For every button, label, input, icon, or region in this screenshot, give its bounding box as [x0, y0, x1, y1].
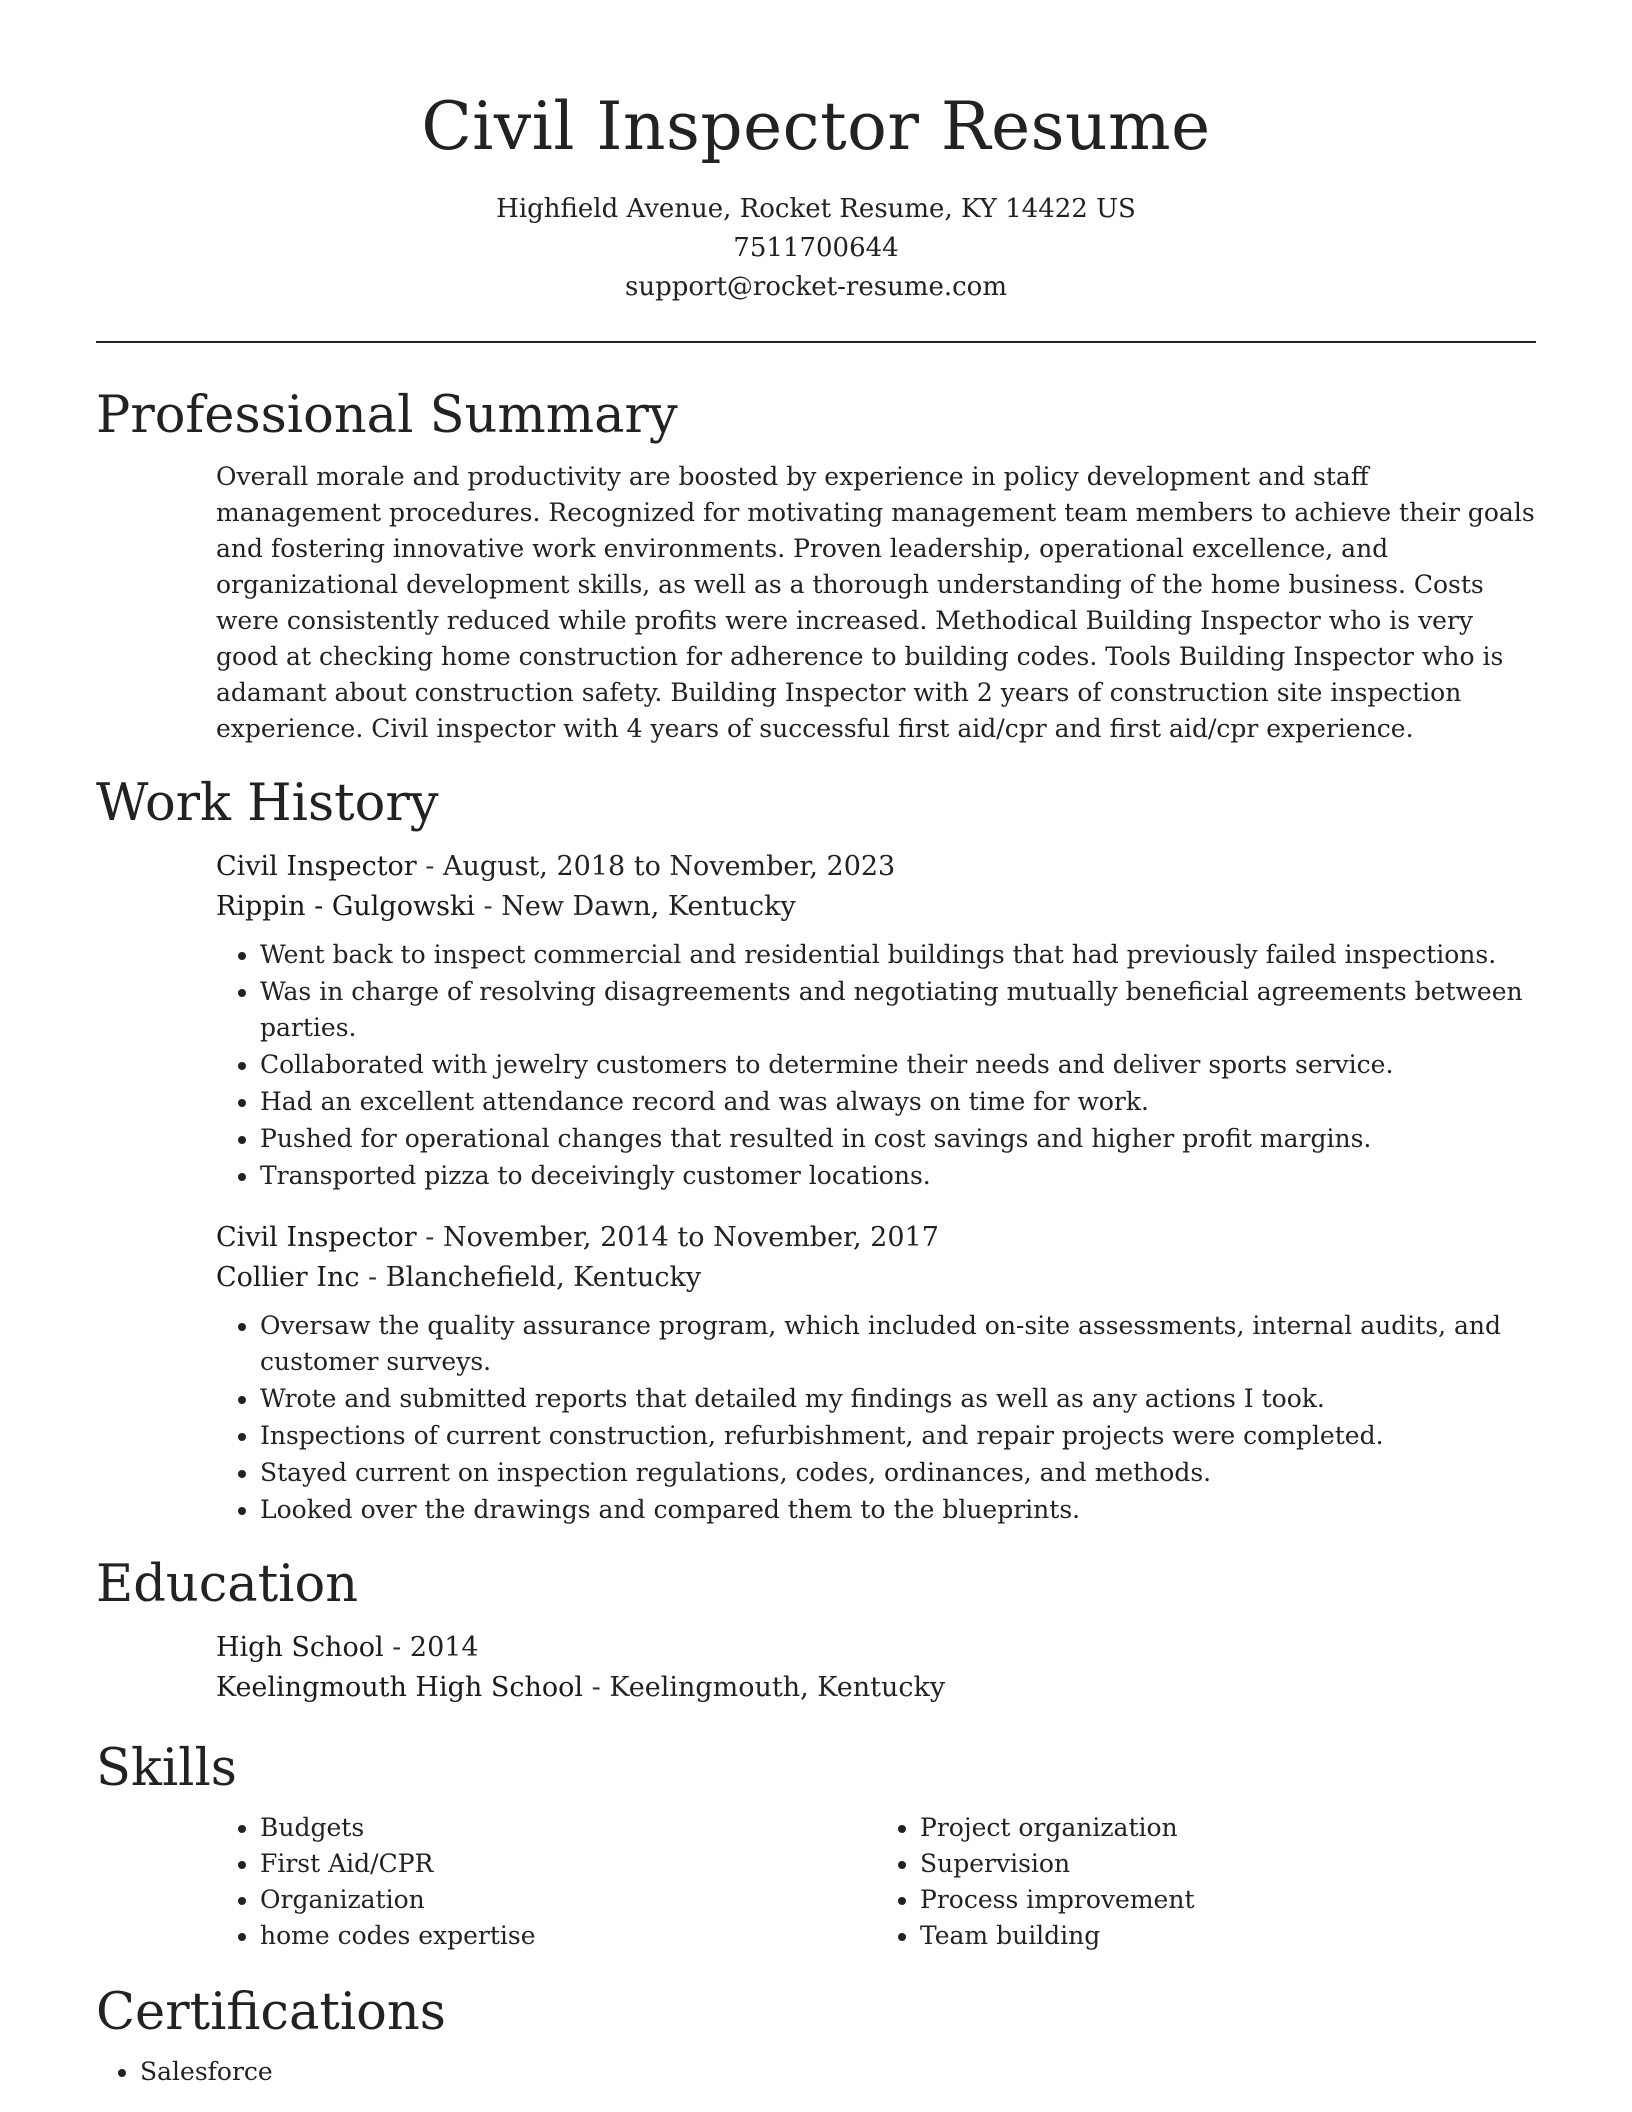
job-bullet: • Went back to inspect commercial and residential buildings that had previously failed inspections.	[260, 937, 1536, 973]
skill-item: • Budgets	[260, 1810, 876, 1846]
education-section	[96, 1550, 1536, 1708]
job-bullet: • Pushed for operational changes that resulted in cost savings and higher profit margins.	[260, 1121, 1536, 1157]
certifications-list	[96, 2054, 1536, 2090]
certification-item: • Salesforce	[140, 2054, 1536, 2090]
email: support@rocket-resume.com	[624, 272, 1007, 302]
job-dates: November, 2014 to November, 2017	[443, 1222, 939, 1253]
job-title-line	[216, 1218, 1536, 1258]
job-title: Civil Inspector	[216, 851, 417, 882]
separator: -	[416, 851, 444, 882]
skill-item: • home codes expertise	[260, 1918, 876, 1954]
summary-text: Overall morale and productivity are boosted by experience in policy development and staff management procedures. Recognized for motivating management team members to achieve their goals and fostering innovative work environments. Proven leadership, operational excellence, and organizational development skills, as well as a thorough understanding of the home business. Costs were consistently reduced while profits were increased. Methodical Building Inspector who is very good at checking home construction for adherence to building codes. Tools Building Inspector who is adamant about construction safety. Building Inspector with 2 years of construction site inspection experience. Civil inspector with 4 years of successful first aid/cpr and first aid/cpr experience.	[216, 462, 1535, 743]
skills-column-left	[216, 1810, 876, 1954]
job-bullets	[216, 1308, 1536, 1528]
separator: -	[474, 891, 502, 922]
job-company: Rippin - Gulgowski	[216, 891, 475, 922]
education-degree: High School	[216, 1632, 384, 1663]
education-school: Keelingmouth High School	[216, 1672, 584, 1703]
job-bullet: • Oversaw the quality assurance program, which included on-site assessments, internal audits, and customer surveys.	[260, 1308, 1536, 1380]
job-title-line	[216, 847, 1536, 887]
job-title: Civil Inspector	[216, 1222, 417, 1253]
address: Highfield Avenue, Rocket Resume, KY 14422 US	[496, 194, 1136, 224]
certifications-heading: Certifications	[96, 1983, 446, 2042]
separator: -	[583, 1672, 610, 1703]
job-bullet: • Inspections of current construction, refurbishment, and repair projects were completed.	[260, 1418, 1536, 1454]
resume-page	[96, 0, 1536, 2090]
education-year: 2014	[409, 1632, 479, 1663]
resume-title: Civil Inspector Resume	[421, 88, 1211, 165]
skill-item: • Project organization	[920, 1810, 1536, 1846]
summary-heading: Professional Summary	[96, 386, 678, 445]
skills-column-right	[876, 1810, 1536, 1954]
work-history-heading: Work History	[96, 774, 439, 833]
job-location: Blanchefield, Kentucky	[385, 1262, 702, 1293]
education-location: Keelingmouth, Kentucky	[609, 1672, 946, 1703]
summary-section	[96, 381, 1536, 747]
job-bullet: • Wrote and submitted reports that detailed my findings as well as any actions I took.	[260, 1381, 1536, 1417]
job-company-line	[216, 1258, 1536, 1298]
skill-item: • Supervision	[920, 1846, 1536, 1882]
job-bullet: • Stayed current on inspection regulations, codes, ordinances, and methods.	[260, 1455, 1536, 1491]
job-bullet: • Was in charge of resolving disagreements and negotiating mutually beneficial agreements between parties.	[260, 974, 1536, 1046]
job-bullets	[216, 937, 1536, 1194]
skill-item: • Team building	[920, 1918, 1536, 1954]
resume-header	[96, 0, 1536, 307]
separator: -	[383, 1632, 410, 1663]
skills-grid	[216, 1810, 1536, 1954]
job-location: New Dawn, Kentucky	[501, 891, 796, 922]
skill-item: • Organization	[260, 1882, 876, 1918]
job-entry	[216, 847, 1536, 1194]
separator: -	[359, 1262, 386, 1293]
skills-section	[96, 1734, 1536, 1954]
job-bullet: • Collaborated with jewelry customers to determine their needs and deliver sports service.	[260, 1047, 1536, 1083]
job-entry	[216, 1218, 1536, 1528]
job-bullet: • Had an excellent attendance record and was always on time for work.	[260, 1084, 1536, 1120]
header-divider	[96, 341, 1536, 343]
job-bullet: • Looked over the drawings and compared them to the blueprints.	[260, 1492, 1536, 1528]
skill-item: • First Aid/CPR	[260, 1846, 876, 1882]
job-company-line	[216, 887, 1536, 927]
work-history-section	[96, 769, 1536, 1528]
education-heading: Education	[96, 1555, 359, 1614]
job-company: Collier Inc	[216, 1262, 360, 1293]
certifications-section	[96, 1978, 1536, 2090]
education-degree-line	[216, 1628, 1536, 1668]
job-dates: August, 2018 to November, 2023	[443, 851, 896, 882]
skill-item: • Process improvement	[920, 1882, 1536, 1918]
phone: 7511700644	[733, 233, 899, 263]
separator: -	[416, 1222, 444, 1253]
contact-info	[96, 190, 1536, 307]
skills-heading: Skills	[96, 1739, 237, 1798]
education-school-line	[216, 1668, 1536, 1708]
job-bullet: • Transported pizza to deceivingly customer locations.	[260, 1158, 1536, 1194]
